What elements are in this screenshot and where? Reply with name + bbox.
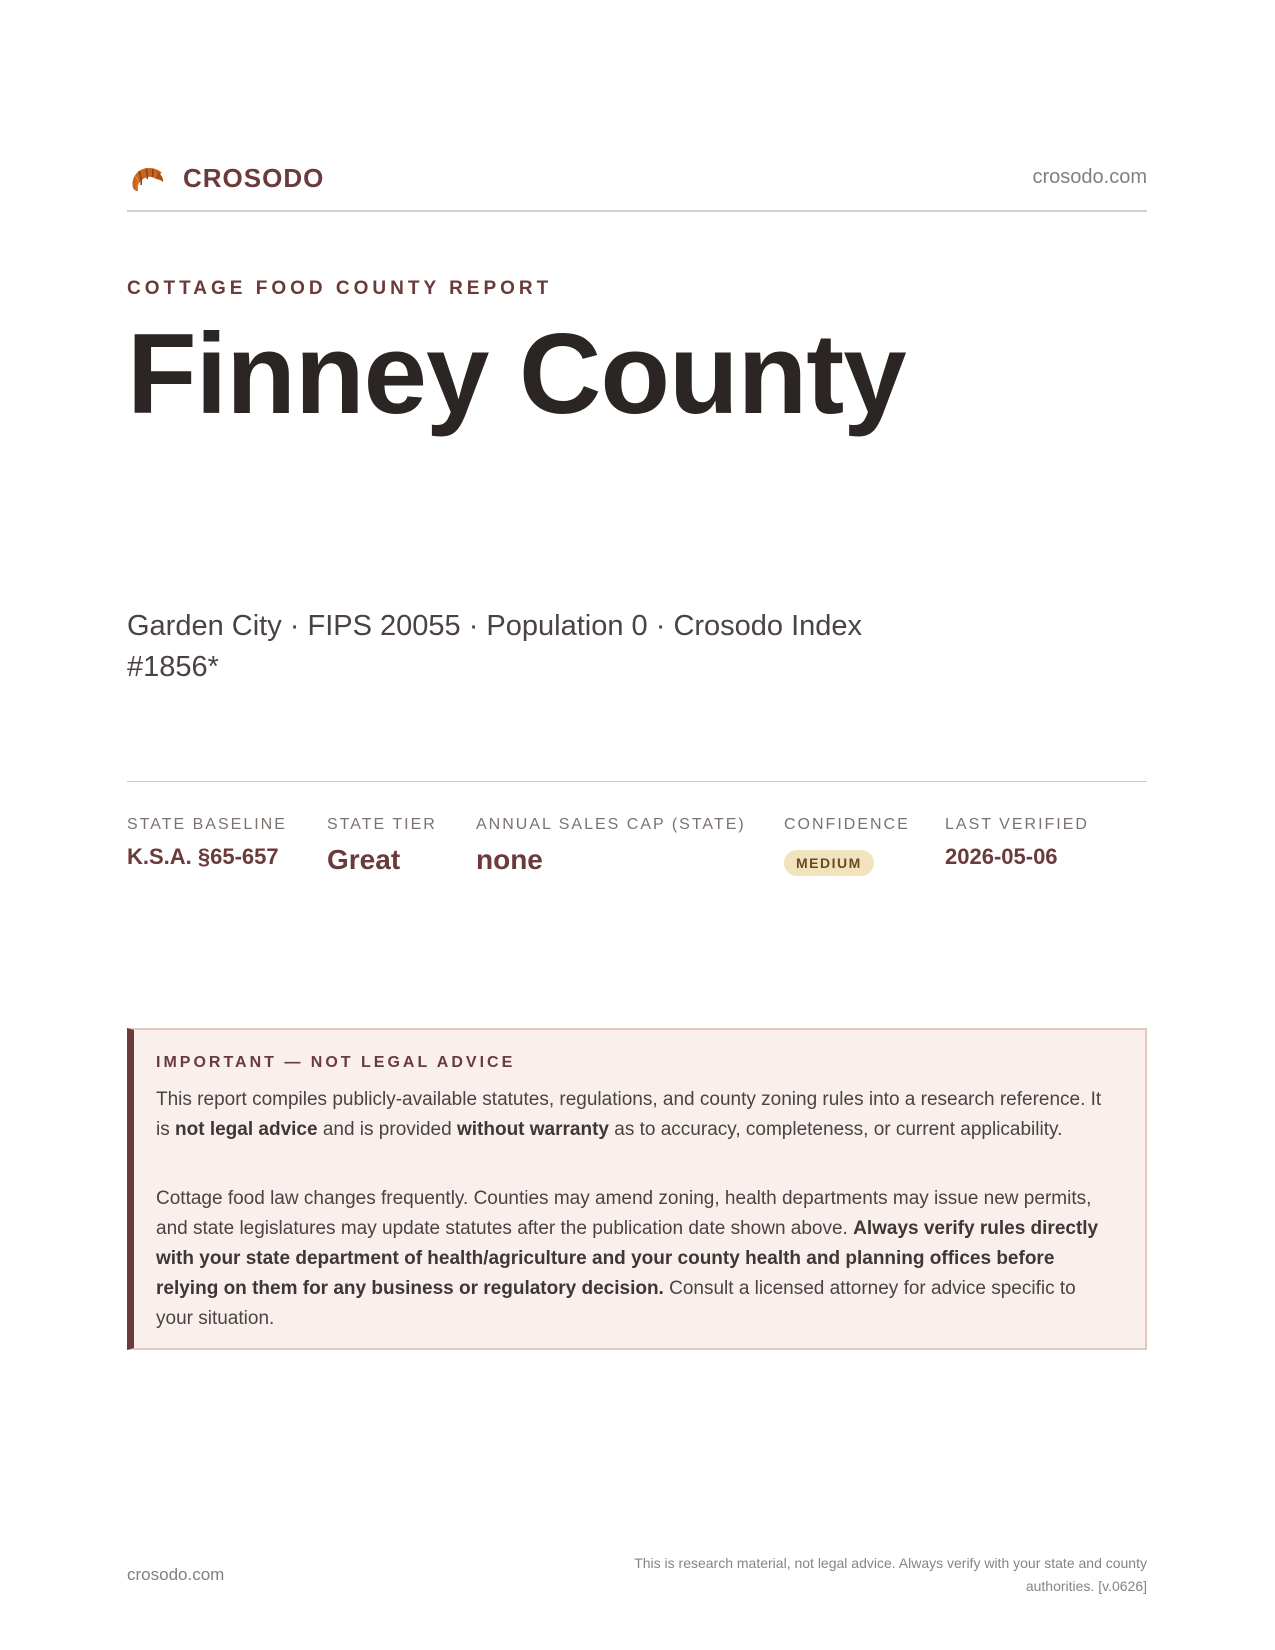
footer-url[interactable]: crosodo.com [127,1565,225,1584]
fact-label: CONFIDENCE [784,816,910,833]
page-header [127,158,1147,212]
brand[interactable] [127,158,324,198]
fact-value: K.S.A. §65-657 [127,844,279,869]
notice-paragraph [156,1085,1116,1145]
fact-label: STATE BASELINE [127,816,287,833]
notice-emphasis: Always verify rules directly with your state department of health/agriculture and your county health and planning offices before relying on them for any business or regulatory decision. [156,1218,1099,1299]
footer-disclaimer: This is research material, not legal advice. Always verify with your state and county authorities. [v.0626] [634,1555,1147,1594]
notice-emphasis: not legal advice [175,1119,318,1140]
notice-emphasis: without warranty [456,1119,609,1140]
fact-value: 2026-05-06 [945,844,1058,869]
notice-text: This report compiles publicly-available statutes, regulations, and county zoning rules into a research reference. It is [156,1089,1102,1140]
fact-value: none [476,844,543,875]
fact-label: STATE TIER [327,816,437,833]
notice-text: Consult a licensed attorney for advice specific to your situation. [156,1278,1076,1329]
fact-last-verified [945,816,1089,870]
fact-state-tier [327,816,437,876]
report-page [127,0,1147,1650]
fact-label: ANNUAL SALES CAP (STATE) [476,816,746,833]
fact-value: Great [327,844,401,875]
brand-name: CROSODO [183,162,325,193]
notice-title: IMPORTANT — NOT LEGAL ADVICE [156,1054,516,1071]
notice-text: Cottage food law changes frequently. Counties may amend zoning, health departments may issue new permits, and state legislatures may update statutes after the publication date shown above. [156,1188,1092,1239]
fact-label: LAST VERIFIED [945,816,1089,833]
legal-notice [127,1028,1147,1350]
fact-confidence [784,816,910,876]
site-url[interactable]: crosodo.com [1032,166,1147,188]
croissant-icon [127,158,167,198]
report-eyebrow: COTTAGE FOOD COUNTY REPORT [127,278,553,299]
notice-text: as to accuracy, completeness, or current applicability. [608,1119,1063,1140]
notice-paragraph [156,1184,1116,1334]
key-facts [127,816,1147,896]
fact-sales-cap [476,816,746,876]
page-title: Finney County [127,311,906,438]
confidence-badge: MEDIUM [784,850,874,876]
notice-text: and is provided [317,1119,457,1140]
section-divider [127,781,1147,782]
report-subtitle: Garden City · FIPS 20055 · Population 0 · Crosodo Index #1856* [127,610,863,683]
fact-state-baseline [127,816,287,870]
